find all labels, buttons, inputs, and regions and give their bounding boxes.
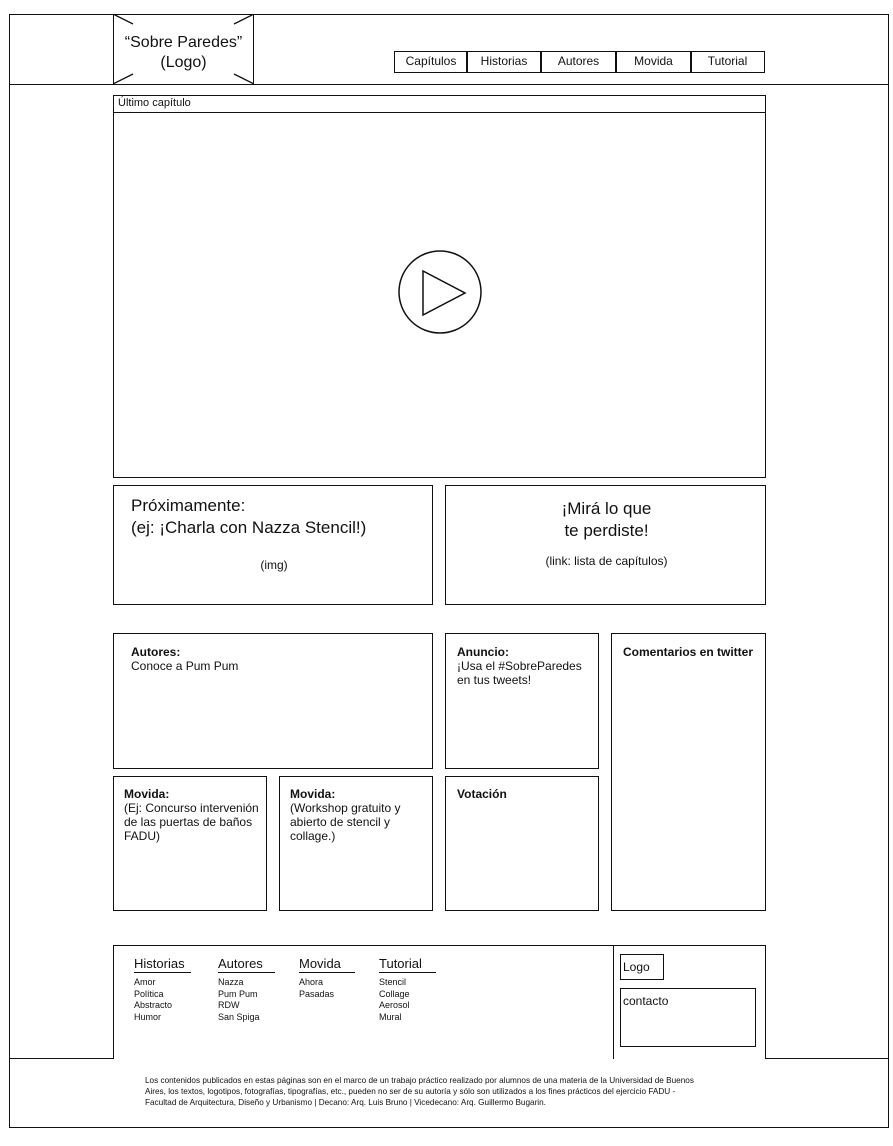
footer-link[interactable]: Amor [134,977,156,987]
nav-historias[interactable]: Historias [466,51,542,73]
footer-historias-underline [134,972,191,973]
footer-link[interactable]: Ahora [299,977,324,987]
contacto-box[interactable] [620,988,756,1047]
movida-2-text: (Workshop gratuito y abierto de stencil y collage.) [290,801,401,843]
footer-historias-list [134,977,172,1023]
footer-tutorial-underline [379,972,436,973]
anuncio-text: ¡Usa el #SobreParedes en tus tweets! [457,659,582,687]
footer-movida-underline [299,972,355,973]
autores-card[interactable] [113,633,433,769]
footer-autores-list [218,977,260,1023]
footer-link[interactable]: Collage [379,988,410,999]
movida-1-text: (Ej: Concurso intervenión de las puertas de baños FADU) [124,801,259,843]
nav-movida[interactable]: Movida [615,51,692,73]
footer-divider [613,946,614,1059]
footer-autores-title[interactable]: Autores [218,956,263,971]
nav-tutorial[interactable]: Tutorial [690,51,765,73]
votacion-card[interactable] [445,776,599,911]
movida-2-title: Movida: [290,787,336,801]
footer-logo[interactable] [620,954,664,980]
legal-text: Los contenidos publicados en estas páginas son en el marco de un trabajo práctico realizado por alumnos de una materia de la Universidad de Buenos Aires, los textos, logotipos, fotografías, tipografías, etc., pueden no ser de su autoría y sólo son utilizados a los fines prácticos del ejercicio FADU - Facultad de Arquitectura, Diseño y Urbanismo | Decano: Arq. Luis Bruno | Vicedecano: Arq. Guillermo Bugarin. [145,1076,694,1107]
movida-card-1[interactable] [113,776,267,911]
proximamente-img: (img) [260,558,288,572]
movida-1-title: Movida: [124,787,170,801]
anuncio-card [445,633,599,769]
footer-link[interactable]: Política [134,988,164,999]
footer-logo-text: Logo [623,960,650,974]
nav-autores[interactable]: Autores [540,51,617,73]
video-label: Último capítulo [118,97,191,109]
proximamente-card[interactable] [113,485,433,605]
twitter-panel[interactable] [611,633,766,911]
movida-card-2[interactable] [279,776,433,911]
footer-link[interactable]: Abstracto [134,1000,173,1010]
footer-autores-underline [218,972,275,973]
footer [113,945,766,1059]
footer-tutorial-title[interactable]: Tutorial [379,956,422,971]
logo[interactable] [113,14,254,84]
footer-link[interactable]: Nazza [218,977,244,987]
footer-link[interactable]: Stencil [379,977,407,987]
footer-tutorial-list [379,977,410,1023]
footer-link[interactable]: San Spiga [218,1011,260,1022]
video-player[interactable] [113,112,766,478]
mira-title: ¡Mirá lo que te perdiste! [561,499,652,540]
autores-text: Conoce a Pum Pum [131,659,239,673]
footer-historias-title[interactable]: Historias [134,956,185,971]
footer-movida-title[interactable]: Movida [299,956,341,971]
footer-link[interactable]: Aerosol [379,1000,410,1010]
votacion-title: Votación [457,787,507,801]
nav-capitulos[interactable]: Capítulos [394,51,468,73]
play-icon[interactable] [397,249,483,335]
video-label-bar [113,95,766,113]
logo-text: “Sobre Paredes” (Logo) [124,34,243,71]
autores-title: Autores: [131,645,181,659]
mira-card[interactable] [445,485,766,605]
footer-link[interactable]: Humor [134,1011,162,1022]
anuncio-title: Anuncio: [457,645,509,659]
header-divider [9,84,889,85]
contacto-text: contacto [623,994,669,1008]
footer-link[interactable]: Pum Pum [218,988,258,999]
footer-link[interactable]: Mural [379,1011,402,1022]
twitter-title: Comentarios en twitter [623,645,754,659]
footer-link[interactable]: RDW [218,1000,240,1010]
footer-link[interactable]: Pasadas [299,988,335,999]
proximamente-title: Próximamente: (ej: ¡Charla con Nazza Stencil!) [131,496,367,537]
mira-link[interactable]: (link: lista de capítulos) [545,554,668,568]
footer-movida-list [299,977,334,1000]
